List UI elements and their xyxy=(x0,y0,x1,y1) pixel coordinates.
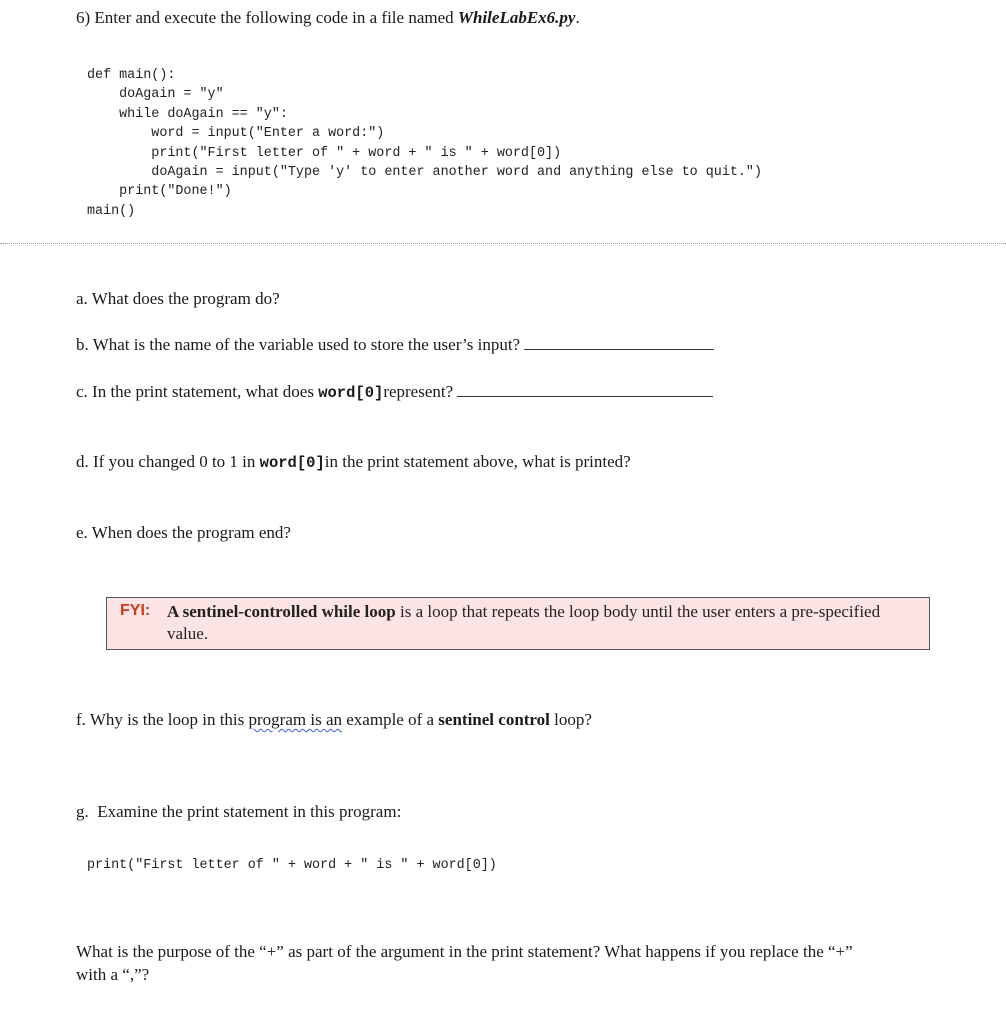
code-line: print("Done!") xyxy=(87,184,232,200)
code-line: def main(): xyxy=(87,68,176,83)
code-line: doAgain = input("Type 'y' to enter another word and anything else to quit.") xyxy=(87,165,762,181)
code-line: while doAgain == "y": xyxy=(87,106,288,122)
fyi-text xyxy=(167,601,917,645)
code-line: main() xyxy=(87,203,136,219)
question-d-code: word[0] xyxy=(259,454,325,472)
question-c-code: word[0] xyxy=(318,384,384,402)
question-f-middle: example of a xyxy=(342,710,439,729)
question-g: g. Examine the print statement in this program: xyxy=(76,802,402,821)
question-f-squiggle: program is an xyxy=(248,710,342,729)
exercise-heading xyxy=(76,8,580,28)
question-d xyxy=(76,452,631,473)
fyi-definition: is a loop that repeats the loop body until the user enters a pre-specified value. xyxy=(167,602,881,643)
code-line: word = input("Enter a word:") xyxy=(87,126,385,142)
heading-prefix: 6) Enter and execute the following code in a file named xyxy=(76,8,458,27)
question-c-prefix: c. In the print statement, what does xyxy=(76,382,319,401)
question-d-suffix: in the print statement above, what is printed? xyxy=(324,452,631,471)
fyi-bold-term: A sentinel-controlled while loop xyxy=(167,602,396,621)
fyi-label: FYI: xyxy=(120,602,151,619)
question-f-suffix: loop? xyxy=(549,710,592,729)
section-divider xyxy=(0,243,1006,244)
question-b xyxy=(76,335,714,355)
fyi-callout xyxy=(106,597,930,650)
code-block xyxy=(87,66,762,221)
question-g-code: print("First letter of " + word + " is " + word[0]) xyxy=(87,858,497,873)
question-e: e. When does the program end? xyxy=(76,523,291,542)
code-line: doAgain = "y" xyxy=(87,87,224,103)
question-a: a. What does the program do? xyxy=(76,289,280,308)
question-d-prefix: d. If you changed 0 to 1 in xyxy=(76,452,260,471)
code-line: print("First letter of " + word + " is " + word[0]) xyxy=(87,145,562,161)
heading-filename: WhileLabEx6.py xyxy=(457,8,576,27)
heading-suffix: . xyxy=(575,8,580,27)
question-c-suffix: represent? xyxy=(383,382,454,401)
question-c xyxy=(76,382,713,403)
answer-blank-c[interactable] xyxy=(457,382,713,397)
question-f-bold: sentinel control xyxy=(438,710,550,729)
question-f-prefix: f. Why is the loop in this xyxy=(76,710,249,729)
question-f xyxy=(76,710,592,730)
answer-blank-b[interactable] xyxy=(524,335,714,350)
question-b-text: b. What is the name of the variable used to store the user’s input? xyxy=(76,335,521,354)
question-h-line1: What is the purpose of the “+” as part of the argument in the print statement? What happens if you replace the “+” xyxy=(76,942,853,961)
question-h-line2: with a “,”? xyxy=(76,965,150,984)
